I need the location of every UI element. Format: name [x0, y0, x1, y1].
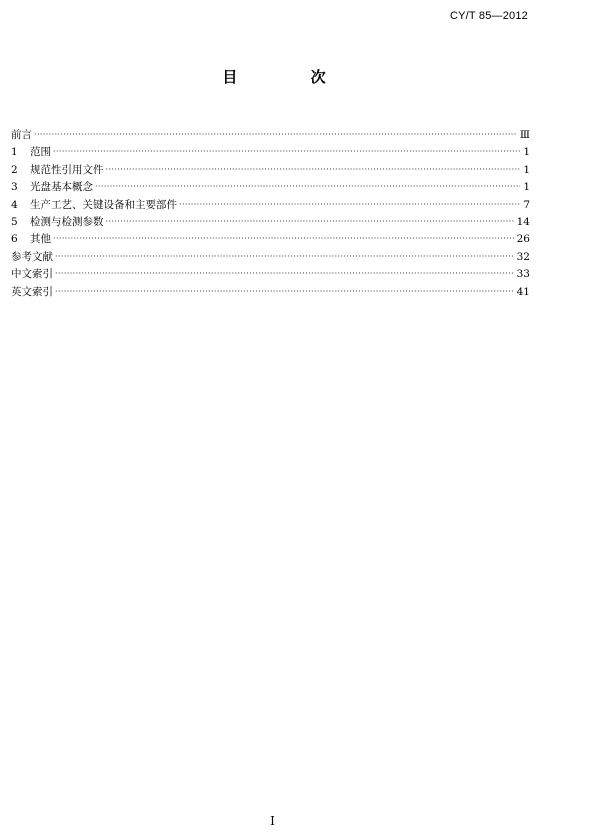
toc-entry-page: 26 [516, 233, 530, 246]
toc-entry-title: 光盘基本概念 [30, 181, 93, 194]
toc-entry-page: 33 [516, 268, 530, 281]
page-number: I [270, 814, 275, 828]
toc-entry-english-index[interactable] [11, 284, 530, 301]
standard-code: CY/T 85—2012 [449, 10, 528, 22]
toc-entry-references[interactable] [11, 249, 530, 266]
toc-entry-number: 3 [11, 181, 18, 194]
toc-entry-5[interactable] [11, 214, 530, 231]
toc-dot-leader [34, 126, 517, 143]
toc-entry-number: 2 [11, 163, 18, 176]
toc-dot-leader [179, 196, 520, 213]
toc-entry-title: 中文索引 [11, 268, 53, 281]
toc-dot-leader [55, 283, 514, 300]
toc-entry-title: 规范性引用文件 [30, 163, 104, 176]
toc-entry-4[interactable] [11, 197, 530, 214]
toc-entry-title: 生产工艺、关键设备和主要部件 [30, 198, 177, 211]
toc-entry-title: 其他 [30, 233, 51, 246]
toc-entry-number: 5 [11, 215, 18, 228]
toc-dot-leader [55, 248, 514, 265]
toc-entry-number: 4 [11, 198, 18, 211]
toc-entry-page: 41 [516, 285, 530, 298]
toc-entry-1[interactable] [11, 144, 530, 161]
toc-entry-page: Ⅲ [519, 129, 530, 141]
toc-entry-2[interactable] [11, 162, 530, 179]
toc-dot-leader [55, 265, 514, 282]
toc-entry-title: 参考文献 [11, 250, 53, 263]
toc-entry-page: 7 [523, 198, 530, 211]
toc-entry-foreword[interactable] [11, 127, 530, 144]
toc-dot-leader [95, 178, 520, 195]
toc-entry-page: 32 [516, 250, 530, 263]
toc-entry-number: 6 [11, 233, 18, 246]
toc-entry-title: 英文索引 [11, 285, 53, 298]
toc-entry-number: 1 [11, 146, 18, 159]
toc-dot-leader [53, 230, 514, 247]
toc-entry-title: 检测与检测参数 [30, 215, 104, 228]
toc-entry-page: 1 [523, 163, 530, 176]
toc-entry-page: 14 [516, 215, 530, 228]
toc-entry-title: 前言 [11, 129, 32, 141]
toc-dot-leader [53, 143, 520, 160]
page-title: 目 次 [222, 68, 360, 86]
toc-entry-6[interactable] [11, 231, 530, 248]
toc-entry-3[interactable] [11, 179, 530, 196]
toc-entry-chinese-index[interactable] [11, 266, 530, 283]
table-of-contents [11, 127, 530, 301]
toc-dot-leader [106, 161, 521, 178]
toc-entry-title: 范围 [30, 146, 51, 159]
toc-entry-page: 1 [523, 146, 530, 159]
toc-entry-page: 1 [523, 181, 530, 194]
toc-dot-leader [106, 213, 514, 230]
